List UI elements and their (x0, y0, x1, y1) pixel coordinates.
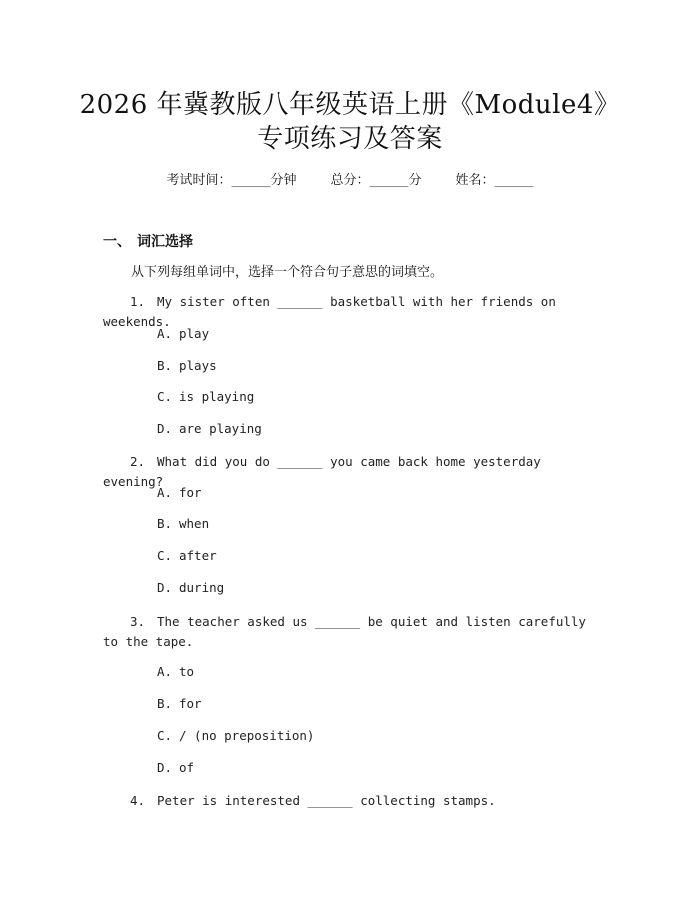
document-title-line-2: 专项练习及答案 (257, 124, 443, 154)
option-text: plays (179, 358, 217, 373)
option-text: are playing (179, 421, 262, 436)
section-title: 词汇选择 (137, 234, 193, 250)
question-3-option-b (157, 696, 202, 711)
option-letter: A. (157, 664, 173, 679)
option-letter: B. (157, 696, 173, 711)
question-4 (103, 791, 603, 811)
option-letter: B. (157, 358, 173, 373)
question-text: Peter is interested ______ collecting stamps. (157, 793, 496, 808)
question-number: 3. (130, 614, 146, 629)
question-number: 4. (130, 793, 146, 808)
question-2-option-c (157, 548, 217, 563)
option-letter: A. (157, 485, 173, 500)
question-text: The teacher asked us ______ be quiet and listen carefully to the tape. (103, 614, 586, 649)
section-heading (103, 231, 193, 251)
section-instruction: 从下列每组单词中，选择一个符合句子意思的词填空。 (131, 265, 444, 280)
question-2-option-d (157, 580, 224, 595)
option-text: when (179, 516, 210, 531)
section-number: 一、 (103, 234, 131, 250)
option-text: of (179, 760, 195, 775)
question-3-option-a (157, 664, 194, 679)
option-letter: D. (157, 580, 173, 595)
option-letter: D. (157, 421, 173, 436)
question-text: My sister often ______ basketball with her friends on weekends. (103, 294, 556, 329)
exam-meta (0, 169, 700, 188)
option-letter: C. (157, 548, 173, 563)
question-3-option-c (157, 728, 314, 743)
option-text: is playing (179, 389, 255, 404)
question-1-option-d (157, 421, 262, 436)
question-3-option-d (157, 760, 194, 775)
question-1-option-a (157, 326, 209, 341)
option-text: during (179, 580, 225, 595)
question-1-option-b (157, 358, 217, 373)
question-number: 1. (130, 294, 146, 309)
option-letter: A. (157, 326, 173, 341)
exam-time-field: 考试时间：______分钟 (166, 173, 297, 188)
total-score-field: 总分：______分 (330, 173, 422, 188)
document-title-line-1: 2026 年冀教版八年级英语上册《Module4》 (79, 90, 621, 120)
question-3 (103, 612, 603, 652)
option-letter: C. (157, 389, 173, 404)
option-text: for (179, 485, 202, 500)
question-number: 2. (130, 454, 146, 469)
option-text: / (no preposition) (179, 728, 315, 743)
option-text: for (179, 696, 202, 711)
student-name-field: 姓名：______ (455, 173, 534, 188)
option-letter: C. (157, 728, 173, 743)
question-text: What did you do ______ you came back home yesterday evening? (103, 454, 541, 489)
question-2-option-a (157, 485, 202, 500)
option-text: after (179, 548, 217, 563)
option-text: to (179, 664, 195, 679)
option-letter: D. (157, 760, 173, 775)
question-1-option-c (157, 389, 254, 404)
question-2-option-b (157, 516, 209, 531)
option-text: play (179, 326, 210, 341)
option-letter: B. (157, 516, 173, 531)
